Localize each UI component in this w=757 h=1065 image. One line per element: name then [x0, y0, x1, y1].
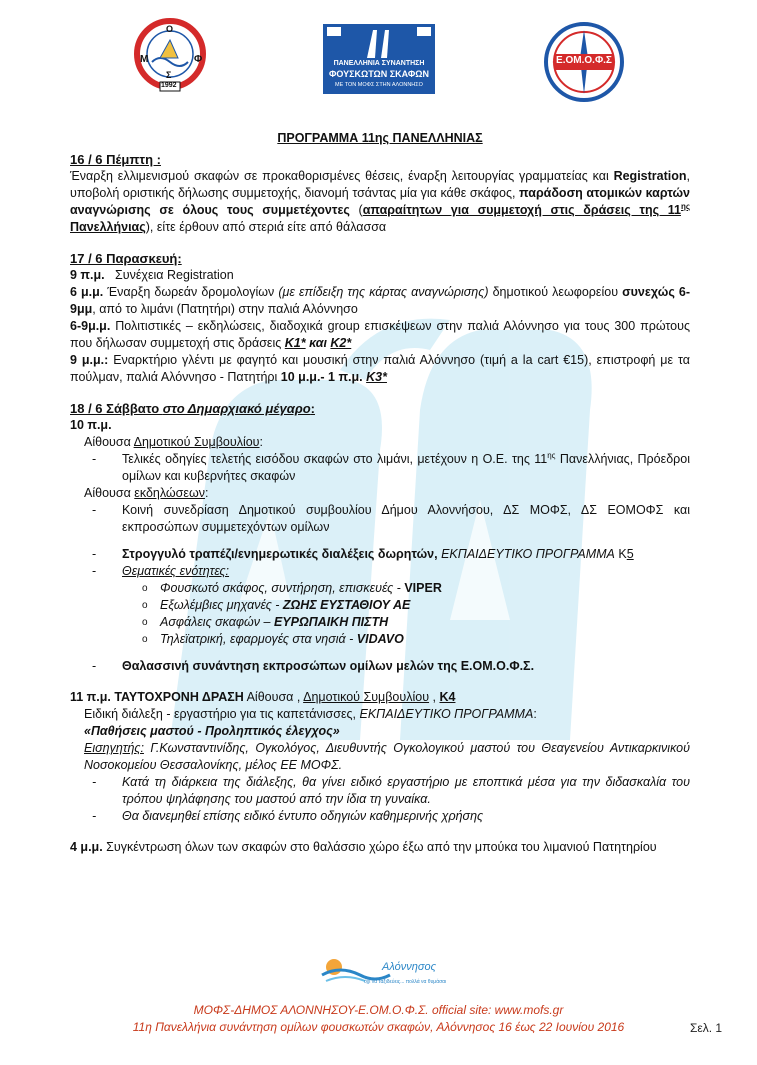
time-11am-parallel: 11 π.μ. ΤΑΥΤΟΧΡΟΝΗ ΔΡΑΣΗ Αίθουσα , Δημοτικού Συμβουλίου , Κ4: [70, 690, 456, 704]
logo-mofs: [130, 18, 210, 108]
logo-letter-o: Ο: [166, 24, 174, 34]
day-17-line-3: 6-9μ.μ. Πολιτιστικές – εκδηλώσεις, διαδοχικά group επισκέψεων στην παλιά Αλόννησο για τους 300 πρώτους που δήλωσαν συμμετοχή στις δράσεις Κ1* και Κ2*: [70, 319, 690, 350]
item-thematic-units: - Θεματικές ενότητες:: [92, 564, 230, 578]
logo-letter-f: Φ: [194, 54, 203, 65]
topic-outboard-engines: o Εξωλέμβιες μηχανές - ΖΩΗΣ ΕΥΣΤΑΘΙΟΥ ΑΕ: [142, 598, 411, 612]
alonissos-logo-text: Αλόννησος: [382, 961, 436, 973]
time-10am: 10 π.μ.: [70, 418, 112, 432]
logo-letter-s: Σ: [166, 70, 172, 80]
time-4pm: 4 μ.μ. Συγκέντρωση όλων των σκαφών στο θαλάσσιο χώρο έξω από την μπούκα του λιμανιού Πατητηρίου: [70, 840, 657, 854]
item-final-instructions: - Τελικές οδηγίες τελετής εισόδου σκαφών στο λιμάνι, μετέχουν η Ο.Ε. της $11^{\eta\varsigma}$ Πανελλήνιας, Πρόεδροι ομίλων και κυβερνήτες σκαφών: [92, 450, 690, 483]
logo-year: 1992: [161, 82, 177, 89]
topic-boat-maintenance: o Φουσκωτό σκάφος, συντήρηση, επισκευές - VIPER: [142, 581, 442, 595]
topic-boat-insurance: o Ασφάλεις σκαφών – ΕΥΡΩΠΑΙΚΗ ΠΙΣΤΗ: [142, 615, 389, 629]
logo-letter-m: Μ: [140, 54, 149, 65]
footer-line-2: 11η Πανελλήνια συνάντηση ομίλων φουσκωτών σκαφών, Αλόννησος 16 έως 22 Ιουνίου 2016: [132, 1020, 625, 1034]
logo-center-line2: ΦΟΥΣΚΩΤΩΝ ΣΚΑΦΩΝ: [328, 69, 430, 79]
logo-center-line3: ΜΕ ΤΟΝ ΜΟΦΣ ΣΤΗΝ ΑΛΟΝΝΗΣΟ: [335, 82, 423, 88]
page-number: Σελ. 1: [690, 1021, 723, 1035]
day-17-line-2: 6 μ.μ. Έναρξη δωρεάν δρομολογίων (με επίδειξη της κάρτας αναγνώρισης) δημοτικού λεωφορείου συνεχώς 6-9μμ, από το λιμάνι (Πατητήρι) στην παλιά Αλόννησο: [70, 285, 691, 316]
day-17-line-4: 9 μ.μ.: Εναρκτήριο γλέντι με φαγητό και μουσική στην παλιά Αλόννησο (τιμή a la cart €15), επιστροφή με τα πούλμαν, παλιά Αλόννησο - Πατητήρι 10 μ.μ.- 1 π.μ. Κ3*: [70, 353, 690, 384]
day-16-paragraph: Έναρξη ελλιμενισμού σκαφών σε προκαθορισμένες θέσεις, έναρξη λειτουργίας γραμματείας και Registration, υποβολή οριστικής δήλωσης συμμετοχής, διανομή τσάντας μία για κάθε σκάφος, παράδοση ατομικών καρτών αναγνώρισης σε όλους τους συμμετέχοντες (απαραίτητων για συμμετοχή στις δράσεις της $11^{\eta\varsigma}$ Πανελλήνιας), είτε έρθουν από στεριά είτε από θάλασσα: [70, 169, 691, 234]
item-round-table: - Στρογγυλό τραπέζι/ενημερωτικές διαλέξεις δωρητών, ΕΚΠΑΙΔΕΥΤΙΚΟ ΠΡΟΓΡΑΜΜΑ Κ5: [92, 547, 634, 561]
alonissos-logo: [320, 955, 450, 989]
workshop-note-2: - Θα διανεμηθεί επίσης ειδικό έντυπο οδηγιών καθημερινής χρήσης: [92, 809, 484, 823]
logo-eomofs: [540, 20, 628, 110]
workshop-title: Ειδική διάλεξη - εργαστήριο για τις καπετάνισσες, ΕΚΠΑΙΔΕΥΤΙΚΟ ΠΡΟΓΡΑΜΜΑ:: [84, 707, 537, 721]
workshop-note-1: - Κατά τη διάρκεια της διάλεξης, θα γίνει ειδικό εργαστήριο με εποπτικά μέσα για την διδασκαλία του τρόπου ψηλάφησης του μαστού από την ίδια τη γυναίκα.: [92, 775, 690, 806]
logo-panhellenic-meeting: [323, 24, 435, 94]
day-17-line-1: 9 π.μ. Συνέχεια Registration: [70, 268, 234, 282]
hall-council-1: Αίθουσα Δημοτικού Συμβουλίου:: [84, 435, 263, 449]
item-joint-meeting: - Κοινή συνεδρίαση Δημοτικού συμβουλίου Δήμου Αλοννήσου, ΔΣ ΜΟΦΣ, ΔΣ ΕΟΜΟΦΣ και εκπροσώπων συμμετεχόντων ομίλων: [92, 503, 690, 534]
hall-events: Αίθουσα εκδηλώσεων:: [84, 486, 209, 500]
logo-center-line1: ΠΑΝΕΛΛΗΝΙΑ ΣΥΝΑΝΤΗΣΗ: [333, 60, 425, 67]
workshop-topic: «Παθήσεις μαστού - Προληπτικός έλεγχος»: [84, 724, 340, 738]
footer-line-1: ΜΟΦΣ-ΔΗΜΟΣ ΑΛΟΝΝΗΣΟΥ-Ε.ΟΜ.Ο.Φ.Σ. official site: www.mofs.gr: [193, 1003, 564, 1017]
topic-telemedicine: o Τηλεϊατρική, εφαρμογές στα νησιά - VIDAVO: [142, 632, 404, 646]
page-title: ΠΡΟΓΡΑΜΜΑ 11ης ΠΑΝΕΛΛΗΝΙΑΣ: [277, 131, 483, 145]
day-17-header: 17 / 6 Παρασκευή:: [70, 251, 182, 266]
alonissos-logo-subtitle: όχι να ταξιδεύεις... πολλά να θυμάσαι: [364, 979, 447, 985]
item-sea-meeting: - Θαλασσινή συνάντηση εκπροσώπων ομίλων μελών της Ε.ΟΜ.Ο.Φ.Σ.: [92, 659, 535, 673]
program-content: [70, 130, 690, 856]
day-18-header: 18 / 6 Σάββατο στο Δημαρχιακό μέγαρο:: [70, 401, 315, 416]
day-16-header: 16 / 6 Πέμπτη :: [70, 152, 161, 167]
workshop-speaker: Εισηγητής: Γ.Κωνσταντινίδης, Ογκολόγος, Διευθυντής Ογκολογικού μαστού του Θεαγενείου Αντικαρκινικού Νοσοκομείου Θεσσαλονίκης, μέλος ΕΕ ΜΟΦΣ.: [84, 741, 690, 772]
logo-right-label: Ε.ΟΜ.Ο.Φ.Σ: [556, 55, 612, 66]
